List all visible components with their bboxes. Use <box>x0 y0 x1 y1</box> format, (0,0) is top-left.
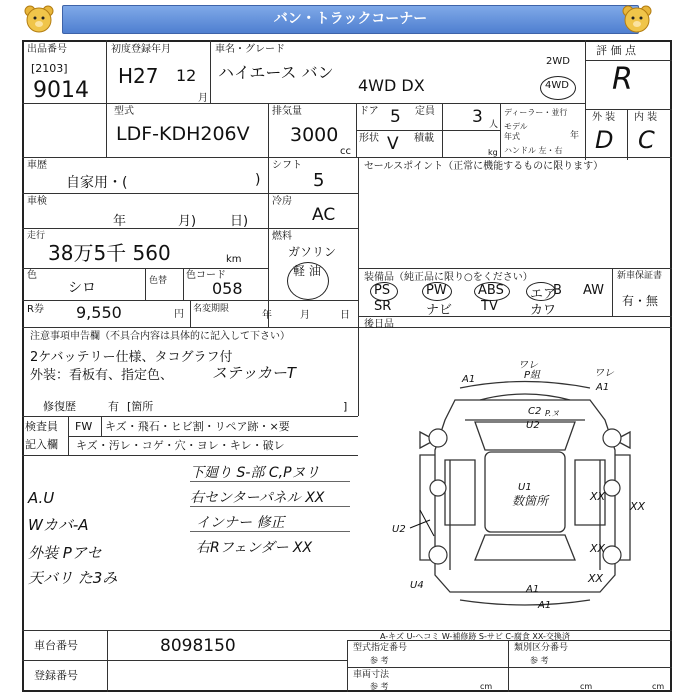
model-code: LDF-KDH206V <box>116 123 250 145</box>
grade-score-label: 評 価 点 <box>596 44 636 57</box>
name-change-month: 月 <box>300 310 310 321</box>
equip-ps: PS <box>374 283 391 298</box>
dimensions-reference: 参 考 <box>370 682 389 691</box>
displacement: 3000 <box>290 124 339 146</box>
history-close: ) <box>255 172 261 188</box>
equip-air: エア <box>530 287 557 302</box>
displacement-label: 排気量 <box>272 106 302 117</box>
shift-label: シフト <box>272 160 302 171</box>
year-unit: 年 <box>570 131 580 141</box>
mark-u2-hood: U2 <box>526 420 540 431</box>
model-year-label: モデル <box>504 122 528 131</box>
capacity-label: 定員 <box>415 106 435 117</box>
mark-crack-right: ワレ <box>594 368 614 379</box>
drive-2wd-label: 2WD <box>546 56 570 67</box>
designated-number-label: 型式指定番号 <box>353 643 408 653</box>
first-registration-label: 初度登録年月 <box>111 44 171 55</box>
drive-4wd: 4WD <box>545 80 569 91</box>
handwritten-left-2: Wカバ-A <box>28 516 89 534</box>
displacement-unit: cc <box>340 146 351 157</box>
doors-label: ドア <box>359 106 379 117</box>
notes-label: 注意事項申告欄（不具合内容は具体的に記入して下さい） <box>30 331 290 342</box>
handwritten-right-2: 右センターパネル XX <box>190 490 325 506</box>
mark-u2-left: U2 <box>392 524 406 535</box>
car-name-label: 車名・グレード <box>215 44 285 55</box>
notes-line1: 2ケバッテリー仕様、タコグラフ付 <box>30 350 233 365</box>
fuel-label: 燃料 <box>272 231 292 242</box>
registration-number-label: 登録番号 <box>34 669 78 682</box>
capacity: 3 <box>472 107 483 127</box>
page-title-banner <box>62 5 639 34</box>
inspector-entry-label: 記入欄 <box>25 438 58 451</box>
after-install-label: 後日品 <box>364 319 394 330</box>
inspector-row1: キズ・飛石・ヒビ割・リペア跡・×要 <box>105 420 290 433</box>
equip-navi: ナビ <box>426 303 453 318</box>
handwritten-left-3: 外装 Pアセ <box>28 544 102 562</box>
exterior-grade: D <box>595 126 614 154</box>
mileage: 38万5千 560 <box>48 241 171 265</box>
dimension-unit-1: cm <box>480 682 493 691</box>
fuel-circle <box>287 262 329 300</box>
color-change-label: 色替 <box>149 276 168 286</box>
recycle-unit: 円 <box>174 309 184 320</box>
registration-month: 12 <box>176 66 197 85</box>
color-label: 色 <box>27 270 37 281</box>
mark-a1-front-right: A1 <box>596 382 610 393</box>
steering-label: ハンドル 左・右 <box>504 146 563 155</box>
load-label: 積載 <box>414 133 434 144</box>
sales-point-label: セールスポイント（正常に機能するものに限ります） <box>364 161 604 172</box>
handwritten-right-1: 下廻り S-部 C,Pヌリ <box>190 465 320 481</box>
mark-xx-rear-2: XX <box>588 572 604 585</box>
exterior-label: 外 装 <box>592 112 616 123</box>
shape-label: 形状 <box>359 133 379 144</box>
mark-xx-right-2: XX <box>630 500 646 513</box>
mark-xx-rear-1: XX <box>590 542 606 555</box>
year-label: 年式 <box>504 132 520 141</box>
equip-pw: PW <box>426 283 447 298</box>
bear-mascot-icon <box>620 4 654 34</box>
bear-mascot-icon <box>22 4 56 34</box>
repair-close: ] <box>343 400 348 413</box>
category-reference: 参 考 <box>530 656 549 665</box>
repair-history-label: 修復歴 <box>43 400 76 413</box>
equip-b: B <box>553 283 562 298</box>
mark-a1-front-left: A1 <box>462 374 476 385</box>
lot-number: 9014 <box>33 78 89 103</box>
shift: 5 <box>313 170 325 191</box>
lot-number-label: 出品番号 <box>27 44 67 55</box>
color: シロ <box>68 280 96 296</box>
fuel-gasoline: ガソリン <box>288 245 337 259</box>
shape: V <box>387 134 399 154</box>
mark-a1-rear-bumper: A1 <box>538 600 552 610</box>
color-code-label: 色コード <box>186 270 226 281</box>
mileage-label: 走行 <box>27 231 46 241</box>
dimension-unit-3: cm <box>652 682 665 691</box>
warranty-value: 有・無 <box>622 294 659 308</box>
color-code: 058 <box>212 279 243 298</box>
doors: 5 <box>390 107 401 127</box>
mark-c2: C2 <box>528 406 542 417</box>
mark-a1-rear: A1 <box>526 584 540 595</box>
equip-aw: AW <box>583 283 605 298</box>
registration-month-unit: 月 <box>198 93 208 104</box>
mileage-unit: km <box>226 254 242 265</box>
inspection-label: 車検 <box>27 196 47 207</box>
category-number-label: 類別区分番号 <box>514 643 569 653</box>
equip-abs: ABS <box>478 283 504 298</box>
equip-sr: SR <box>374 299 392 314</box>
mark-several-places: 数箇所 <box>512 494 549 508</box>
handwritten-right-4: 右Rフェンダー XX <box>196 540 313 556</box>
mark-crack-front: ワレ <box>518 360 538 371</box>
mark-xx-right-1: XX <box>590 490 606 503</box>
warranty-label: 新車保証書 <box>617 271 663 281</box>
interior-grade: C <box>638 126 655 154</box>
lot-code: [2103] <box>31 62 68 75</box>
load-unit: kg <box>488 148 498 157</box>
name-change-day: 日 <box>340 310 350 321</box>
mark-p-assembly: P組 <box>524 370 541 381</box>
equipment-label: 装備品（純正品に限り○をください） <box>364 272 533 283</box>
inspector-row2: キズ・汚レ・コゲ・穴・ヨレ・キレ・破レ <box>76 439 285 452</box>
designated-reference: 参 考 <box>370 656 389 665</box>
equip-leather: カワ <box>530 303 557 318</box>
fuel-diesel: 軽 油 <box>293 264 321 278</box>
inspector-label: 検査員 <box>25 420 58 433</box>
name-change-year: 年 <box>262 310 272 321</box>
mark-u1-roof: U1 <box>518 482 532 493</box>
dimensions-label: 車両寸法 <box>353 670 390 680</box>
handwritten-left-4: 天バリ た3み <box>28 569 118 587</box>
grade-score: R <box>612 62 633 97</box>
capacity-unit: 人 <box>489 120 499 130</box>
damage-legend: A-キズ U-ヘコミ W-補修跡 S-サビ C-腐食 XX-交換済 <box>380 632 570 641</box>
dimension-unit-2: cm <box>580 682 593 691</box>
inspection-month: 月) <box>178 214 197 229</box>
chassis-number: 8098150 <box>160 636 236 656</box>
page-title: バン・トラックコーナー <box>273 11 428 27</box>
inspection-day: 日) <box>230 214 249 229</box>
registration-year: H27 <box>118 64 159 88</box>
repair-place: [箇所 <box>127 400 154 413</box>
ac-label: 冷房 <box>272 196 292 207</box>
repair-history-value: 有 <box>108 400 119 413</box>
car-damage-diagram <box>390 360 660 610</box>
ac: AC <box>312 205 336 225</box>
car-model: ハイエース バン <box>218 63 334 82</box>
mark-u4: U4 <box>410 580 424 591</box>
inspection-year: 年 <box>113 214 127 229</box>
inspector-fw: FW <box>75 420 93 433</box>
notes-line2: 外装：看板有、指定色、 <box>30 368 174 383</box>
notes-line2-handwritten: ステッカーT <box>212 364 296 382</box>
recycle-label: R券 <box>27 304 44 315</box>
history: 自家用・( <box>66 175 128 191</box>
chassis-label: 車台番号 <box>34 639 78 652</box>
name-change-label: 名変期限 <box>193 304 230 314</box>
car-grade: 4WD DX <box>358 76 425 95</box>
interior-label: 内 装 <box>634 112 658 123</box>
handwritten-left-1: A.U <box>28 489 55 507</box>
dealer-label: ディーラー・並行 <box>504 108 568 117</box>
handwritten-right-3: インナー 修正 <box>196 515 285 531</box>
history-label: 車歴 <box>27 160 47 171</box>
mark-paint: P.ヌ <box>545 409 560 418</box>
recycle-fee: 9,550 <box>76 303 122 322</box>
equip-tv: TV <box>481 299 498 314</box>
model-code-label: 型式 <box>114 106 134 117</box>
